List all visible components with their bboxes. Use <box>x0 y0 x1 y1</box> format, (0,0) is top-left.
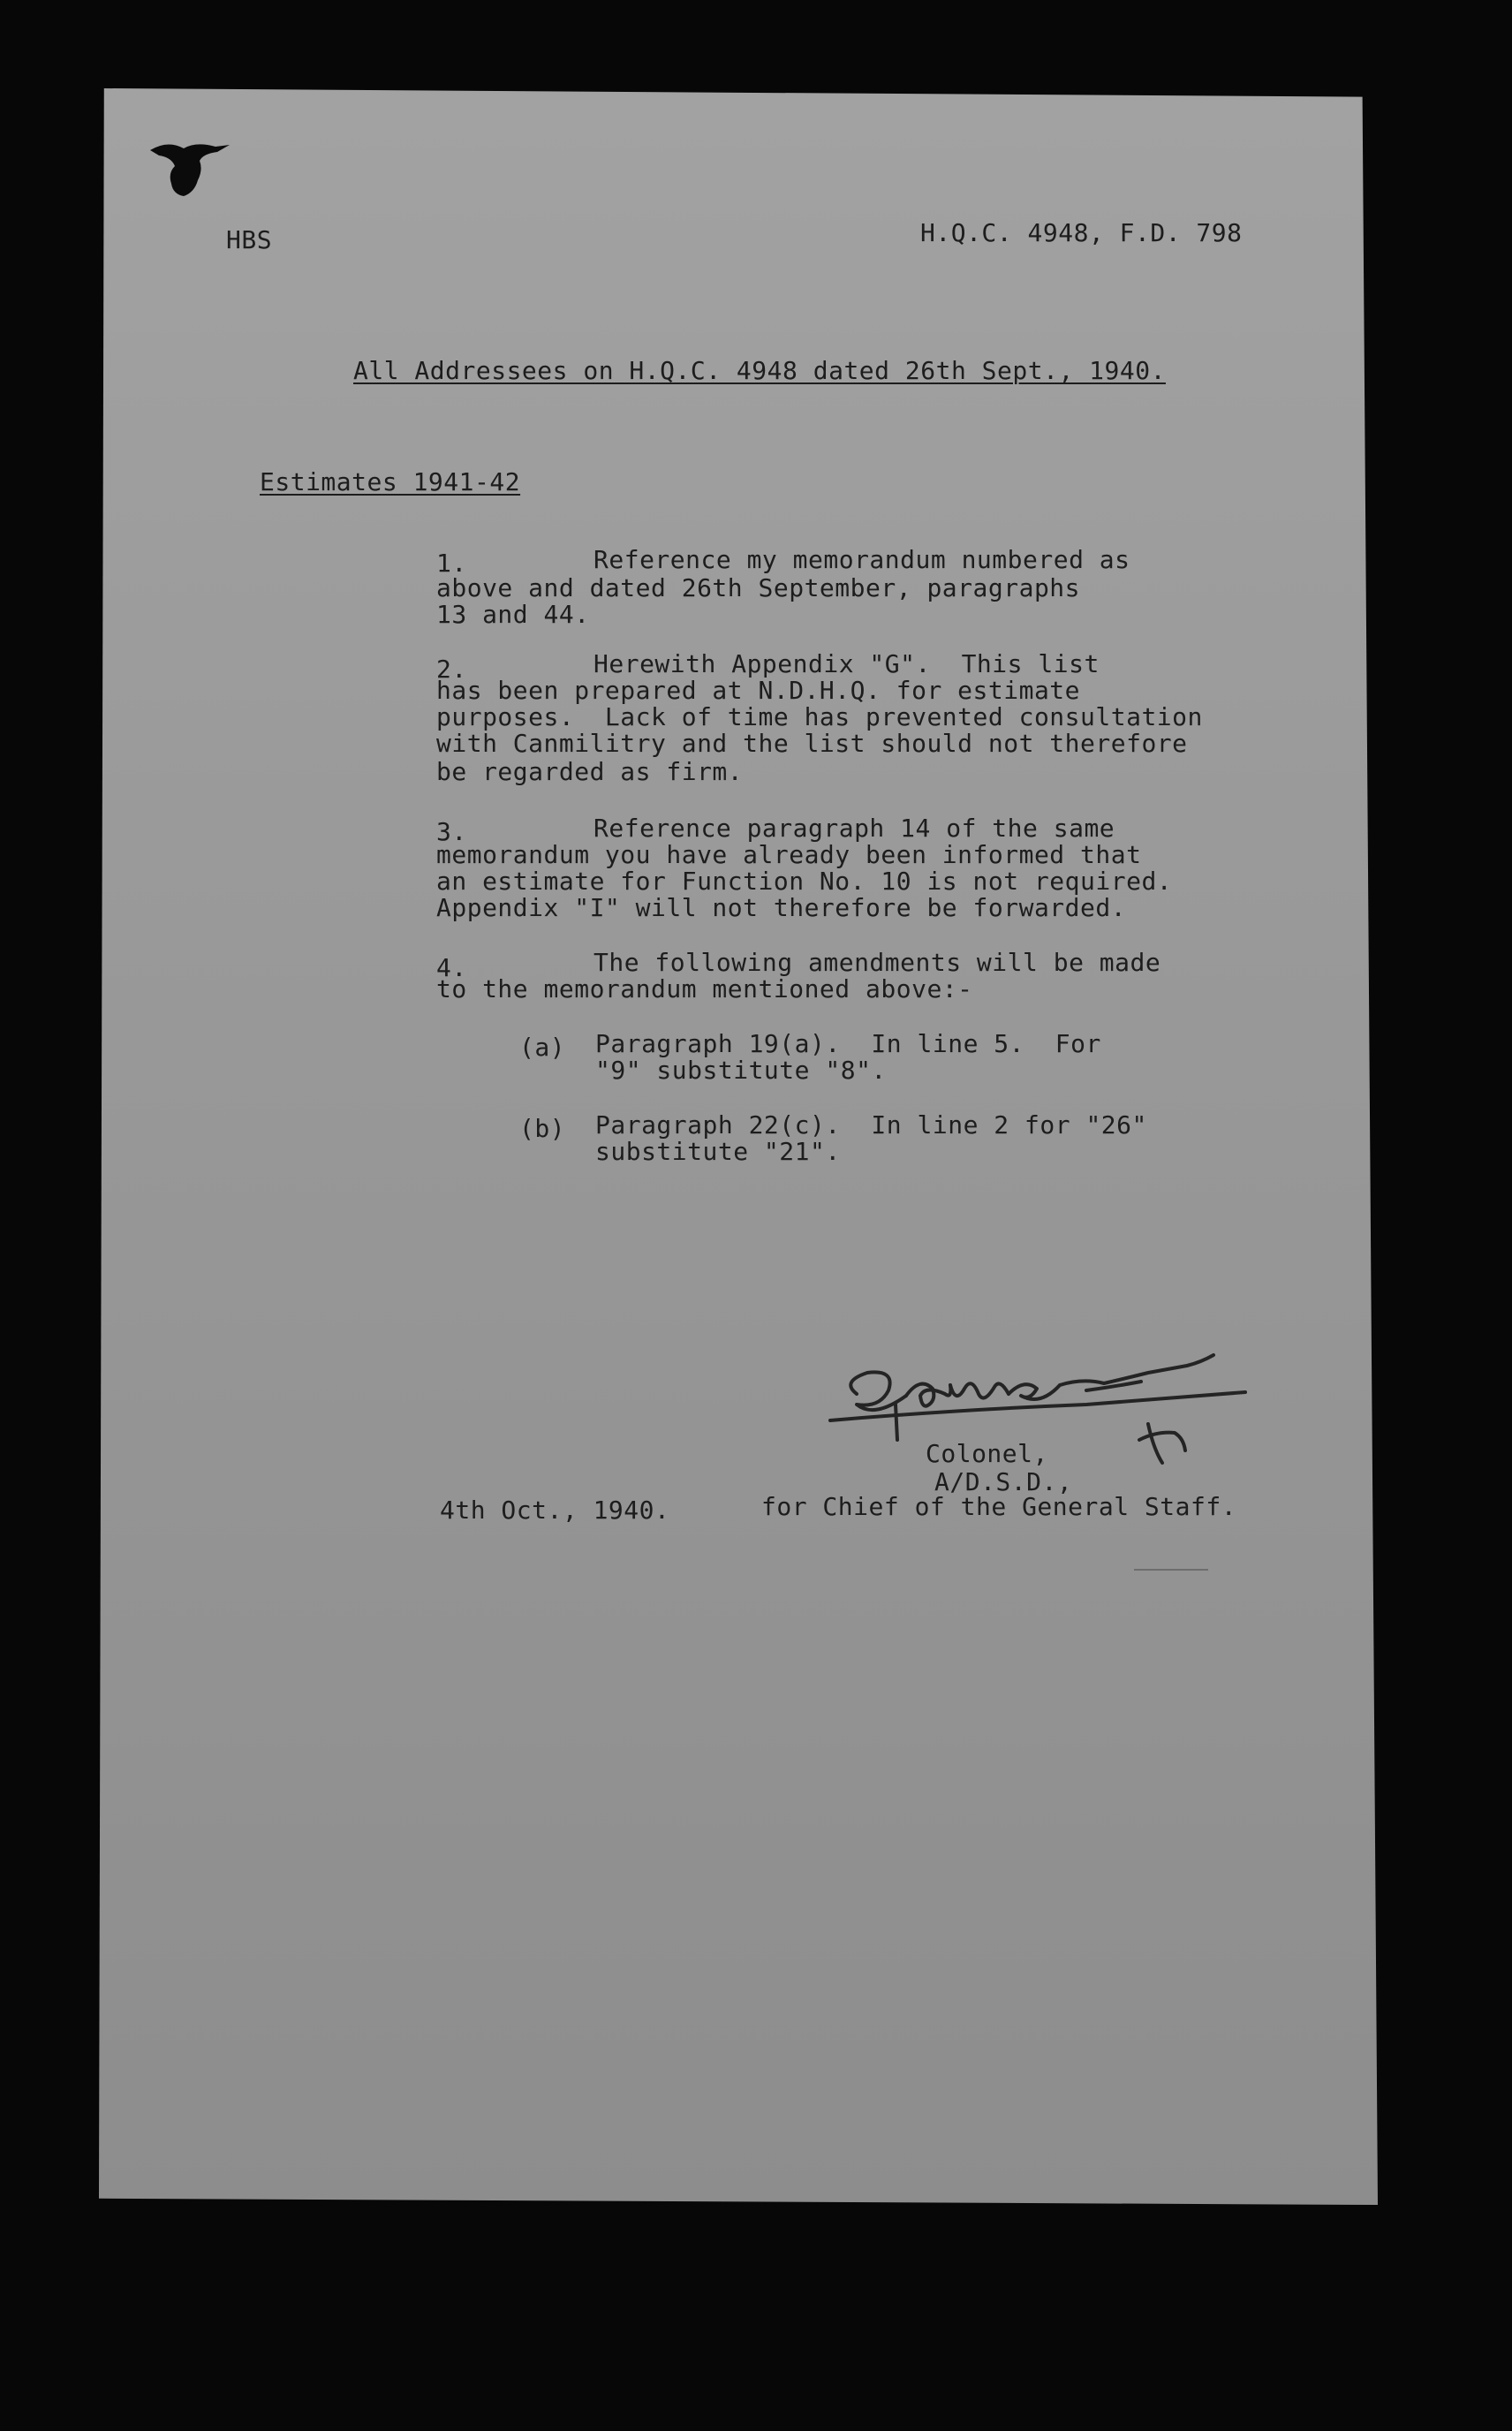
amendment-label: (b) <box>519 1114 566 1143</box>
paragraph-line: above and dated 26th September, paragraphs <box>436 573 1081 602</box>
addressees-line: All Addressees on H.Q.C. 4948 dated 26th Sept., 1940. <box>353 356 1166 385</box>
handwritten-signature <box>821 1343 1351 1484</box>
paragraph-line: The following amendments will be made <box>593 948 1161 977</box>
paragraph-line: an estimate for Function No. 10 is not required. <box>436 867 1173 896</box>
pencil-dash <box>1134 1569 1208 1571</box>
signature-for-line: for Chief of the General Staff. <box>761 1492 1237 1521</box>
paragraph-line: has been prepared at N.D.H.Q. for estimate <box>436 676 1081 705</box>
document-date: 4th Oct., 1940. <box>440 1496 670 1525</box>
paragraph-line: Reference my memorandum numbered as <box>593 545 1130 574</box>
paragraph-number: 3. <box>436 817 467 846</box>
paragraph-line: Appendix "I" will not therefore be forwarded. <box>436 893 1127 922</box>
paragraph-line: Reference paragraph 14 of the same <box>593 814 1115 843</box>
paragraph-line: be regarded as firm. <box>436 757 744 786</box>
amendment-label: (a) <box>519 1033 566 1062</box>
amendment-line: substitute "21". <box>595 1137 841 1166</box>
reference-right: H.Q.C. 4948, F.D. 798 <box>920 218 1243 247</box>
reference-left: HBS <box>226 225 273 254</box>
paragraph-number: 2. <box>436 655 467 684</box>
paragraph-number: 4. <box>436 953 467 982</box>
paragraph-line: purposes. Lack of time has prevented consultation <box>436 702 1203 731</box>
paragraph-line: memorandum you have already been informed that <box>436 840 1142 869</box>
amendment-line: Paragraph 19(a). In line 5. For <box>595 1029 1101 1058</box>
paragraph-line: Herewith Appendix "G". This list <box>593 649 1100 678</box>
paragraph-line: with Canmilitry and the list should not therefore <box>436 729 1188 758</box>
signature-title: Colonel, <box>926 1439 1048 1468</box>
ink-blot-mark <box>141 131 238 219</box>
paragraph-line: 13 and 44. <box>436 600 590 629</box>
signature-office: A/D.S.D., <box>934 1467 1073 1496</box>
amendment-line: "9" substitute "8". <box>595 1056 887 1085</box>
paragraph-number: 1. <box>436 549 467 578</box>
amendment-line: Paragraph 22(c). In line 2 for "26" <box>595 1110 1147 1140</box>
paragraph-line: to the memorandum mentioned above:- <box>436 974 973 1003</box>
subject-heading: Estimates 1941-42 <box>260 467 521 496</box>
